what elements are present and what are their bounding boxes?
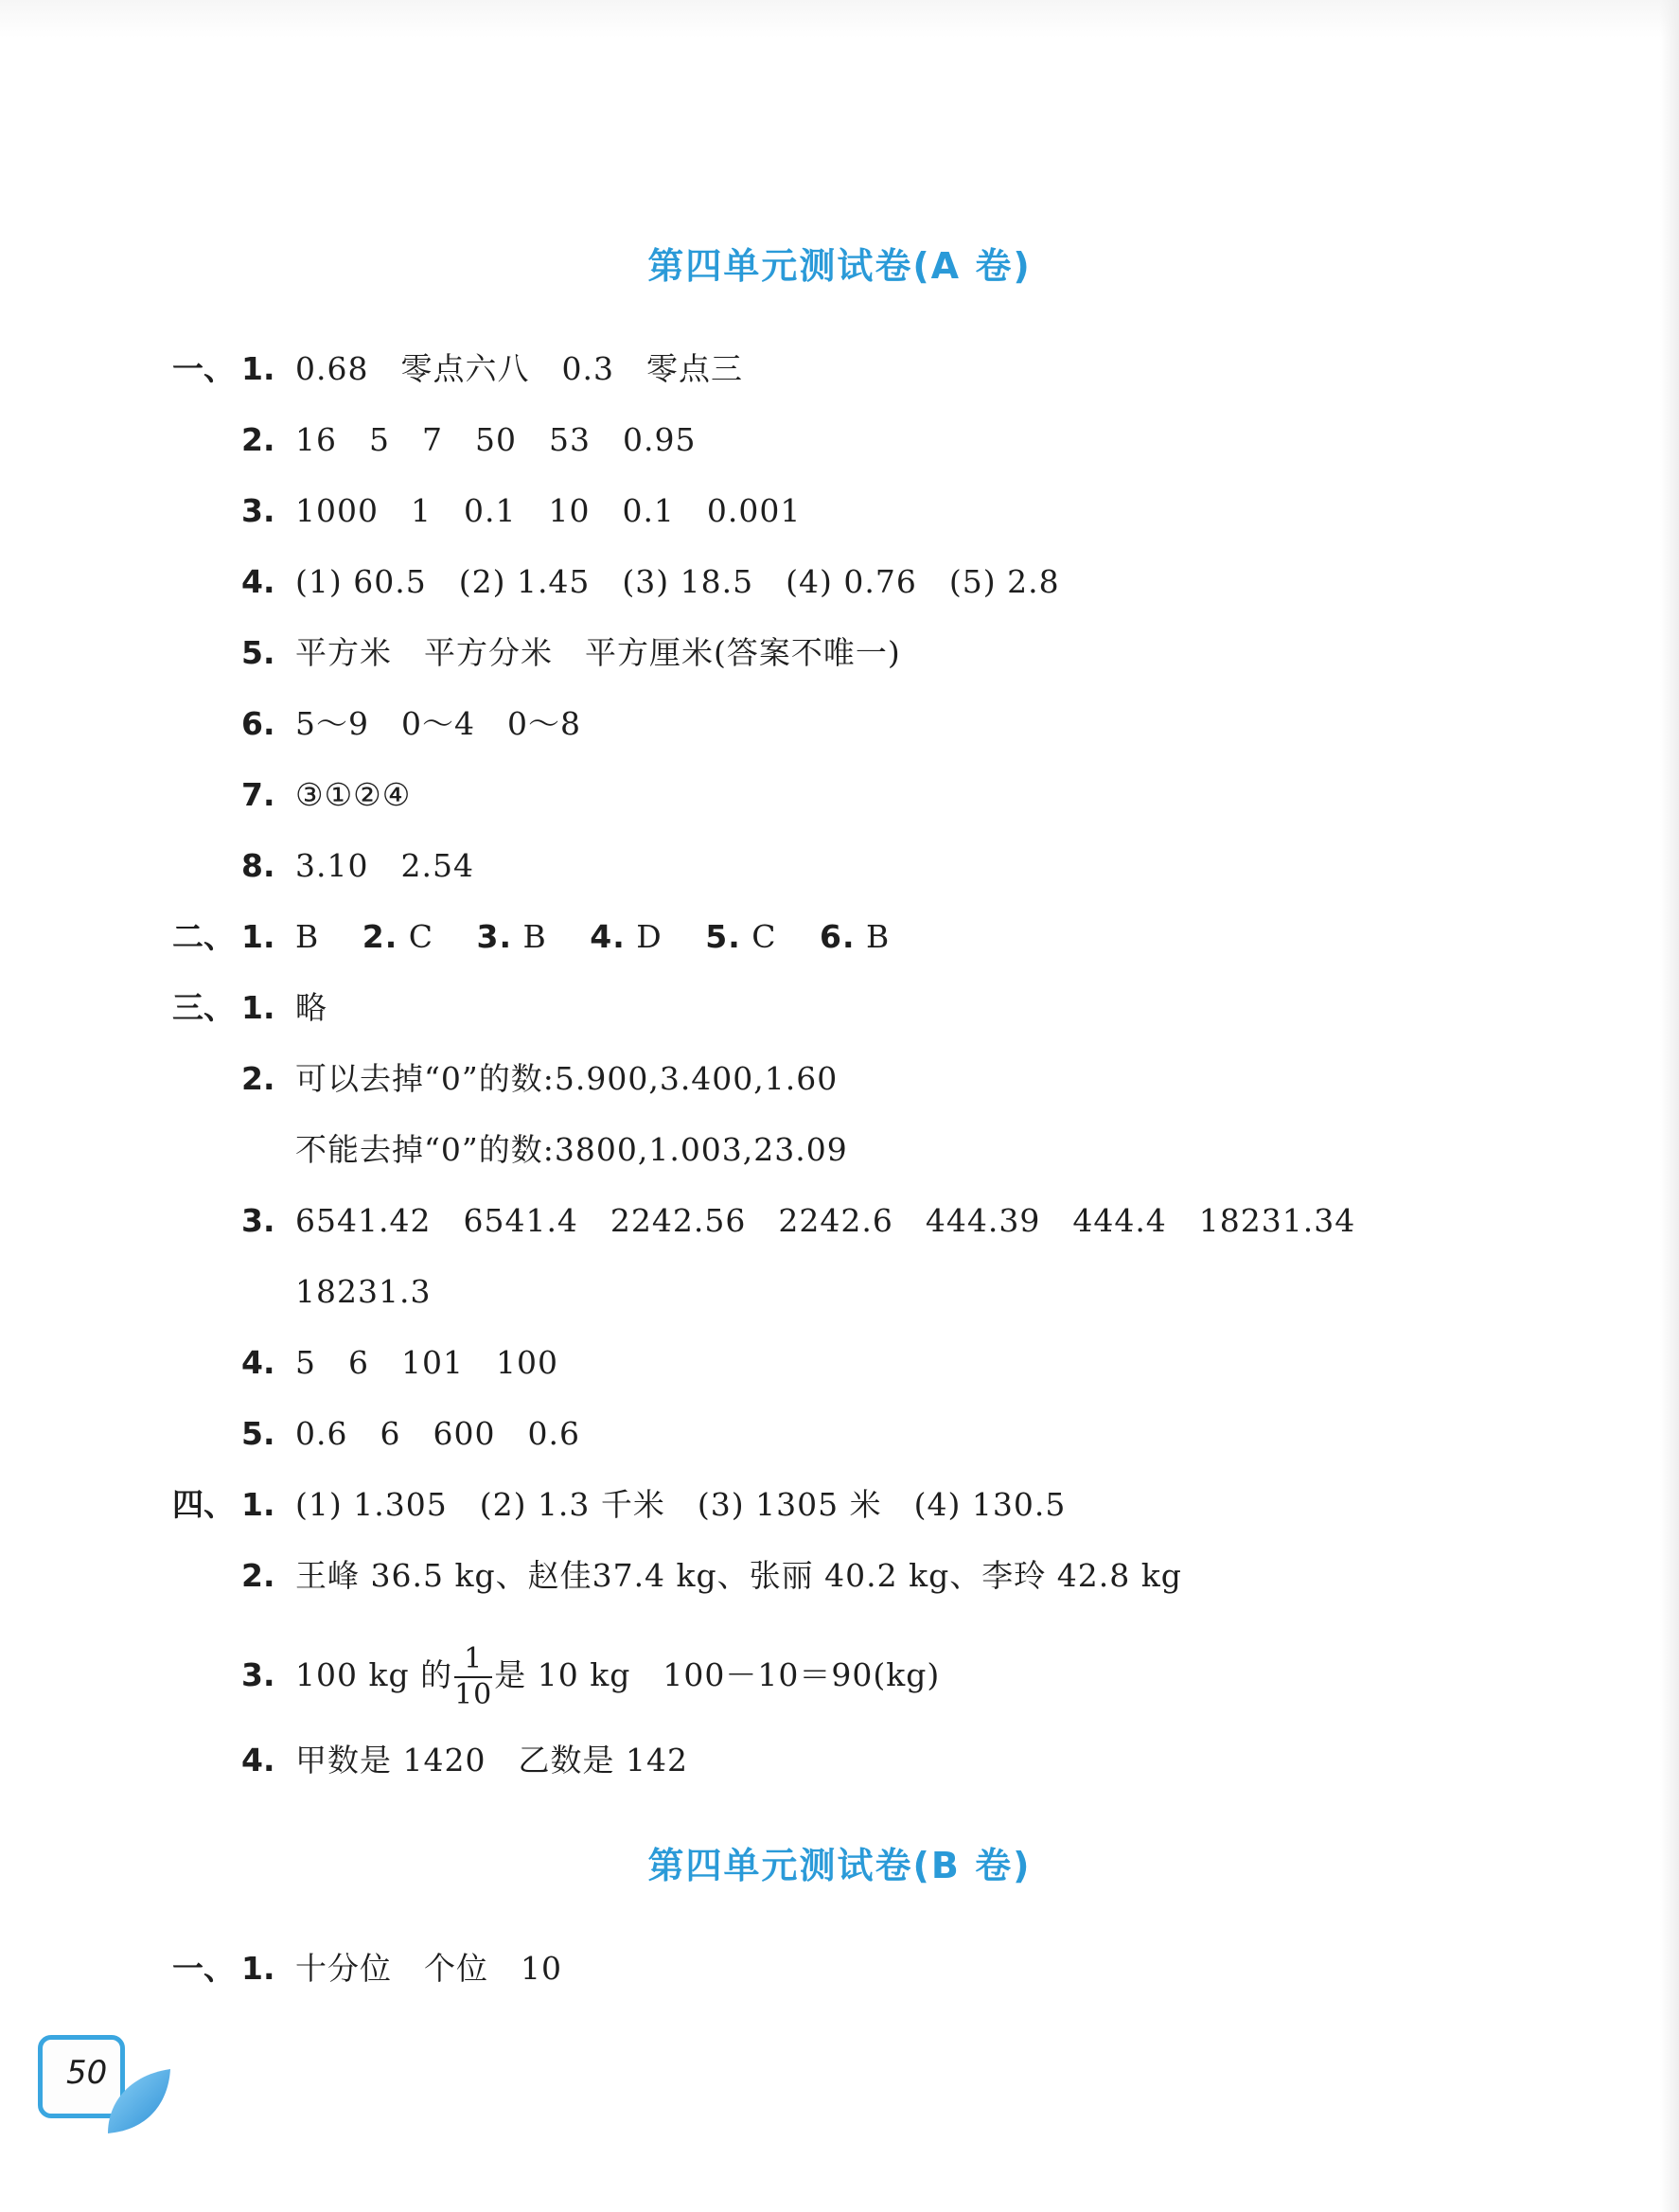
page-number: 50	[66, 2054, 108, 2092]
question-number: 7.	[241, 776, 275, 813]
answer-text: 0.68 零点六八 0.3 零点三	[295, 350, 743, 387]
choice-answer: C	[751, 918, 777, 955]
question-number: 1.	[241, 1486, 275, 1523]
question-number: 4.	[590, 918, 626, 955]
question-number: 4.	[241, 1344, 275, 1381]
choice-answers	[295, 909, 890, 965]
fraction-denominator: 10	[454, 1678, 493, 1711]
question-number: 2.	[362, 918, 398, 955]
answer-text: 3.10 2.54	[295, 847, 474, 884]
answer-text: 18231.3	[295, 1273, 432, 1310]
choice-answer: B	[522, 918, 547, 955]
answer-text: 6541.42 6541.4 2242.56 2242.6 444.39 444.4 18231.34	[295, 1202, 1356, 1239]
question-number: 3.	[241, 1656, 275, 1693]
part-prefix: 二、	[172, 918, 235, 955]
answer-text: (1) 60.5 (2) 1.45 (3) 18.5 (4) 0.76 (5) 2.8	[295, 563, 1060, 600]
answer-text: 不能去掉“0”的数:3800,1.003,23.09	[295, 1131, 848, 1168]
leaf-icon	[102, 2063, 178, 2139]
question-number: 1.	[241, 350, 275, 387]
answer-text: (1) 1.305 (2) 1.3 千米 (3) 1305 米 (4) 130.5	[295, 1486, 1067, 1523]
answer-text: 略	[295, 989, 327, 1026]
question-number: 2.	[241, 1060, 275, 1097]
part-prefix: 三、	[172, 989, 235, 1026]
part-prefix: 一、	[172, 1950, 235, 1987]
question-number: 8.	[241, 847, 275, 884]
answer-text: ③①②④	[295, 776, 412, 813]
part-prefix: 一、	[172, 350, 235, 387]
answer-text: 甲数是 1420 乙数是 142	[295, 1742, 688, 1778]
answer-text: 5～9 0～4 0～8	[295, 705, 581, 742]
question-number: 1.	[241, 918, 275, 955]
answer-text: 平方米 平方分米 平方厘米(答案不唯一)	[295, 634, 901, 671]
question-number: 2.	[241, 421, 275, 458]
fraction-numerator: 1	[454, 1642, 492, 1678]
question-number: 5.	[241, 634, 275, 671]
question-number: 3.	[476, 918, 513, 955]
answer-text: 16 5 7 50 53 0.95	[295, 421, 697, 458]
question-number: 5.	[705, 918, 741, 955]
answer-text: 1000 1 0.1 10 0.1 0.001	[295, 492, 802, 529]
question-number: 3.	[241, 1202, 275, 1239]
page-edge-shadow	[1660, 0, 1679, 2212]
question-number: 6.	[241, 705, 275, 742]
fraction	[454, 1642, 492, 1712]
question-number: 4.	[241, 563, 275, 600]
question-number: 1.	[241, 989, 275, 1026]
choice-answer: B	[295, 918, 320, 955]
choice-answer: C	[408, 918, 434, 955]
question-number: 5.	[241, 1415, 275, 1452]
question-number: 4.	[241, 1742, 275, 1778]
question-number: 3.	[241, 492, 275, 529]
answer-text-with-fraction	[295, 1633, 940, 1718]
choice-answer: B	[866, 918, 891, 955]
answer-text: 0.6 6 600 0.6	[295, 1415, 580, 1452]
answer-text: 十分位 个位 10	[295, 1950, 562, 1987]
section-b-title: 第四单元测试卷(B 卷)	[647, 1845, 1032, 1886]
question-number: 2.	[241, 1557, 275, 1594]
answer-text: 5 6 101 100	[295, 1344, 558, 1381]
question-number: 6.	[820, 918, 856, 955]
answer-text: 王峰 36.5 kg、赵佳37.4 kg、张丽 40.2 kg、李玲 42.8 kg	[295, 1557, 1182, 1594]
answer-text: 可以去掉“0”的数:5.900,3.400,1.60	[295, 1060, 839, 1097]
part-prefix: 四、	[172, 1486, 235, 1523]
answer-text-post: 是 10 kg 100－10＝90(kg)	[494, 1656, 941, 1693]
answer-text-pre: 100 kg 的	[295, 1656, 453, 1693]
section-a-title: 第四单元测试卷(A 卷)	[647, 245, 1032, 287]
question-number: 1.	[241, 1950, 275, 1987]
choice-answer: D	[636, 918, 663, 955]
